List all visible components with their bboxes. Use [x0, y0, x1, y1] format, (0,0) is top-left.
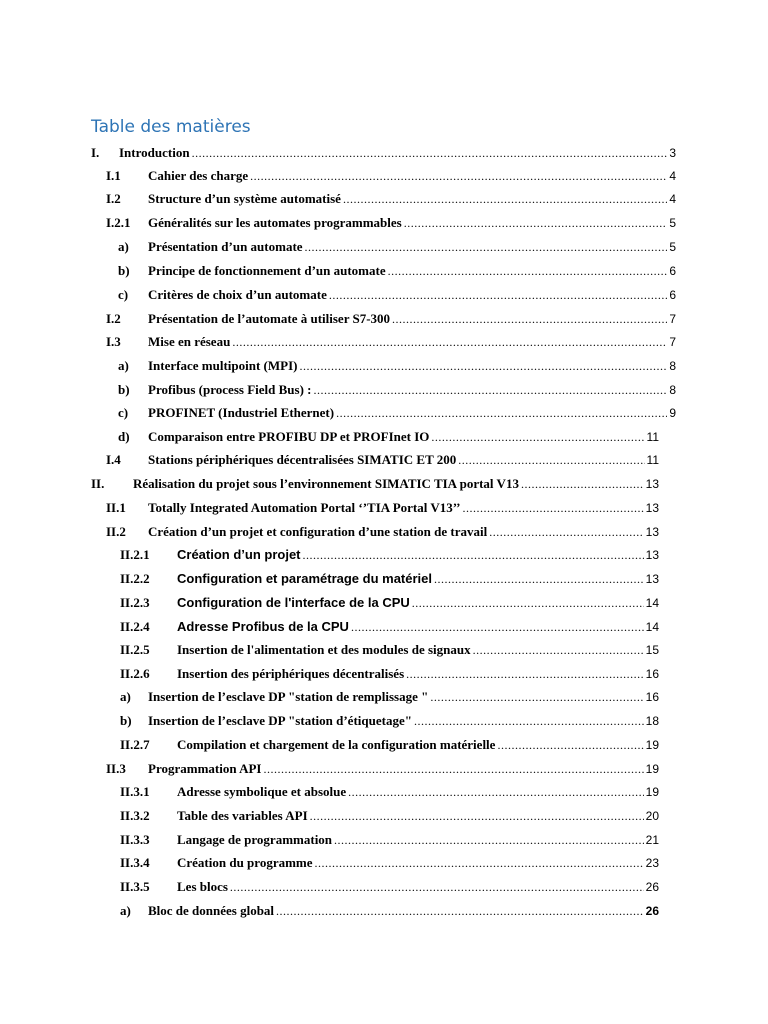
toc-entry[interactable] — [0, 333, 768, 351]
toc-entry-title: Insertion de l'alimentation et des modules de signaux — [177, 642, 471, 657]
toc-entry-number: II.3.3 — [120, 832, 150, 847]
toc-entry-number: II.3.5 — [120, 879, 150, 894]
toc-dot-leader — [230, 878, 644, 896]
toc-page-number: 18 — [645, 714, 659, 728]
toc-entry-number: II.2.4 — [120, 619, 150, 634]
toc-entry[interactable] — [0, 665, 768, 683]
toc-page-number: 13 — [645, 572, 659, 586]
toc-entry-number: c) — [118, 405, 129, 420]
toc-entry-number: b) — [118, 382, 130, 397]
toc-entry[interactable] — [0, 546, 768, 564]
toc-entry-number: II.2.3 — [120, 595, 150, 610]
toc-entry-title: Création du programme — [177, 855, 313, 870]
toc-page-number: 16 — [645, 667, 659, 681]
toc-entry-title: Langage de programmation — [177, 832, 333, 847]
toc-entry-number: II.3.2 — [120, 808, 150, 823]
toc-page-number: 7 — [669, 335, 676, 349]
toc-entry[interactable] — [0, 618, 768, 636]
toc-entry-number: II.2.2 — [120, 571, 150, 586]
toc-dot-leader — [434, 570, 644, 588]
toc-page-number: 11 — [646, 430, 659, 444]
toc-entry-title: Structure d’un système automatisé — [148, 191, 341, 206]
toc-entry[interactable] — [0, 310, 768, 328]
toc-page-number: 8 — [669, 383, 676, 397]
toc-entry-title: Présentation d’un automate — [148, 239, 303, 254]
toc-dot-leader — [310, 807, 644, 825]
toc-entry-title: Les blocs — [177, 879, 228, 894]
toc-dot-leader — [343, 190, 667, 208]
toc-dot-leader — [404, 214, 668, 232]
toc-dot-leader — [414, 712, 644, 730]
toc-entry-title: PROFINET (Industriel Ethernet) — [148, 405, 335, 420]
toc-entry-title: Adresse Profibus de la CPU — [177, 619, 349, 634]
toc-entry[interactable] — [0, 499, 768, 517]
toc-entry-title: Introduction — [119, 145, 190, 160]
toc-dot-leader — [489, 523, 643, 541]
toc-entry[interactable] — [0, 594, 768, 612]
toc-dot-leader — [313, 381, 667, 399]
toc-page-number: 7 — [669, 312, 676, 326]
toc-entry-title: Programmation API — [148, 761, 262, 776]
toc-page-number: 21 — [645, 833, 659, 847]
toc-entry-number: c) — [118, 287, 129, 302]
toc-page-number: 14 — [645, 596, 659, 610]
toc-entry[interactable] — [0, 190, 768, 208]
toc-entry-title: Insertion de l’esclave DP "station d’étiquetage" — [148, 713, 412, 728]
toc-entry[interactable] — [0, 286, 768, 304]
toc-dot-leader — [336, 404, 667, 422]
toc-entry-title: Configuration et paramétrage du matériel — [177, 571, 432, 586]
toc-page-number: 8 — [669, 359, 676, 373]
toc-entry[interactable] — [0, 831, 768, 849]
toc-page-number: 4 — [669, 192, 676, 206]
toc-page-number: 13 — [645, 477, 659, 491]
toc-entry-number: b) — [118, 263, 130, 278]
toc-page-number: 5 — [669, 216, 676, 230]
toc-page-number: 6 — [669, 288, 676, 302]
toc-entry[interactable] — [0, 357, 768, 375]
toc-dot-leader — [250, 167, 667, 185]
toc-entry[interactable] — [0, 475, 768, 493]
toc-dot-leader — [392, 310, 667, 328]
toc-entry-number: I.2 — [106, 311, 121, 326]
toc-entry[interactable] — [0, 523, 768, 541]
toc-dot-leader — [348, 783, 644, 801]
toc-entry-title: Stations périphériques décentralisées SIMATIC ET 200 — [148, 452, 457, 467]
toc-entry-title: Profibus (process Field Bus) : — [148, 382, 312, 397]
toc-entry-number: II.2 — [106, 524, 126, 539]
toc-page-number: 6 — [669, 264, 676, 278]
toc-entry[interactable] — [0, 902, 768, 920]
toc-entry[interactable] — [0, 144, 768, 162]
toc-entry[interactable] — [0, 381, 768, 399]
toc-dot-leader — [305, 238, 668, 256]
toc-entry-number: I.3 — [106, 334, 121, 349]
toc-page-number: 20 — [645, 809, 659, 823]
toc-entry[interactable] — [0, 878, 768, 896]
toc-dot-leader — [388, 262, 668, 280]
toc-dot-leader — [264, 760, 644, 778]
toc-page-number: 5 — [669, 240, 676, 254]
toc-entry-number: II.3.4 — [120, 855, 150, 870]
toc-dot-leader — [276, 902, 644, 920]
toc-entry-title: Généralités sur les automates programmables — [148, 215, 402, 230]
toc-dot-leader — [329, 286, 667, 304]
toc-page-number: 9 — [669, 406, 676, 420]
toc-entry-title: Configuration de l'interface de la CPU — [177, 595, 410, 610]
toc-entry[interactable] — [0, 404, 768, 422]
toc-entry-title: Comparaison entre PROFIBU DP et PROFInet IO — [148, 429, 430, 444]
toc-entry-title: Compilation et chargement de la configuration matérielle — [177, 737, 496, 752]
toc-page-number: 4 — [669, 169, 676, 183]
toc-entry[interactable] — [0, 214, 768, 232]
toc-entry-title: Réalisation du projet sous l’environnement SIMATIC TIA portal V13 — [133, 476, 519, 491]
toc-entry-number: a) — [120, 689, 131, 704]
toc-entry-number: II.3 — [106, 761, 126, 776]
toc-dot-leader — [462, 499, 643, 517]
toc-dot-leader — [334, 831, 644, 849]
toc-dot-leader — [473, 641, 644, 659]
toc-title: Table des matières — [91, 117, 251, 137]
toc-dot-leader — [412, 594, 644, 612]
toc-dot-leader — [232, 333, 667, 351]
toc-page-number: 11 — [646, 453, 659, 467]
toc-entry-number: II.3.1 — [120, 784, 150, 799]
toc-page-number: 13 — [645, 548, 659, 562]
toc-entry[interactable] — [0, 854, 768, 872]
toc-entry-number: a) — [120, 903, 131, 918]
toc-page-number: 19 — [645, 738, 659, 752]
toc-page-number: 19 — [645, 785, 659, 799]
toc-entry[interactable] — [0, 262, 768, 280]
toc-page-number: 14 — [645, 620, 659, 634]
toc-page-number: 23 — [645, 856, 659, 870]
toc-entry[interactable] — [0, 688, 768, 706]
toc-entry[interactable] — [0, 783, 768, 801]
toc-entry-title: Insertion des périphériques décentralisés — [177, 666, 405, 681]
toc-entry[interactable] — [0, 238, 768, 256]
toc-entry-number: d) — [118, 429, 130, 444]
toc-page-number: 19 — [645, 762, 659, 776]
toc-entry-number: I.2 — [106, 191, 121, 206]
toc-dot-leader — [315, 854, 644, 872]
toc-entry-number: II.1 — [106, 500, 126, 515]
toc-entry[interactable] — [0, 451, 768, 469]
toc-entry[interactable] — [0, 760, 768, 778]
toc-entry-number: a) — [118, 358, 129, 373]
toc-dot-leader — [521, 475, 644, 493]
toc-page-number: 16 — [645, 690, 659, 704]
toc-entry-number: a) — [118, 239, 129, 254]
toc-entry-title: Interface multipoint (MPI) — [148, 358, 298, 373]
toc-page-number: 26 — [645, 904, 659, 918]
toc-dot-leader — [351, 618, 644, 636]
toc-entry[interactable] — [0, 428, 768, 446]
toc-entry-number: I.4 — [106, 452, 121, 467]
toc-entry[interactable] — [0, 807, 768, 825]
toc-entry-title: Principe de fonctionnement d’un automate — [148, 263, 386, 278]
toc-page-number: 15 — [645, 643, 659, 657]
toc-entry-number: II.2.1 — [120, 547, 150, 562]
toc-entry-title: Adresse symbolique et absolue — [177, 784, 347, 799]
toc-entry-number: I. — [91, 145, 100, 160]
toc-entry[interactable] — [0, 641, 768, 659]
toc-entry[interactable] — [0, 736, 768, 754]
toc-dot-leader — [406, 665, 644, 683]
toc-entry-number: I.1 — [106, 168, 121, 183]
toc-dot-leader — [299, 357, 667, 375]
toc-dot-leader — [497, 736, 643, 754]
toc-dot-leader — [192, 144, 668, 162]
toc-entry-title: Mise en réseau — [148, 334, 231, 349]
toc-entry[interactable] — [0, 167, 768, 185]
toc-page-number: 13 — [645, 501, 659, 515]
toc-entry-number: II.2.5 — [120, 642, 150, 657]
toc-entry-title: Création d’un projet — [177, 547, 301, 562]
toc-entry-title: Création d’un projet et configuration d’une station de travail — [148, 524, 488, 539]
toc-entry-title: Totally Integrated Automation Portal ‘’TIA Portal V13’’ — [148, 500, 461, 515]
toc-entry-title: Cahier des charge — [148, 168, 249, 183]
toc-entry-number: II.2.6 — [120, 666, 150, 681]
toc-entry[interactable] — [0, 570, 768, 588]
toc-entry-number: II.2.7 — [120, 737, 150, 752]
toc-entry-title: Bloc de données global — [148, 903, 275, 918]
toc-dot-leader — [430, 688, 643, 706]
toc-entry-title: Présentation de l’automate à utiliser S7-300 — [148, 311, 391, 326]
toc-dot-leader — [458, 451, 644, 469]
toc-entry-number: I.2.1 — [106, 215, 131, 230]
toc-entry-number: b) — [120, 713, 132, 728]
toc-entry[interactable] — [0, 712, 768, 730]
toc-dot-leader — [303, 546, 644, 564]
toc-entry-title: Critères de choix d’un automate — [148, 287, 327, 302]
toc-page-number: 26 — [645, 880, 659, 894]
toc-entry-number: II. — [91, 476, 105, 491]
toc-dot-leader — [431, 428, 644, 446]
toc-page-number: 13 — [645, 525, 659, 539]
toc-page-number: 3 — [669, 146, 676, 160]
toc-entry-title: Insertion de l’esclave DP "station de remplissage " — [148, 689, 429, 704]
toc-entry-title: Table des variables API — [177, 808, 308, 823]
